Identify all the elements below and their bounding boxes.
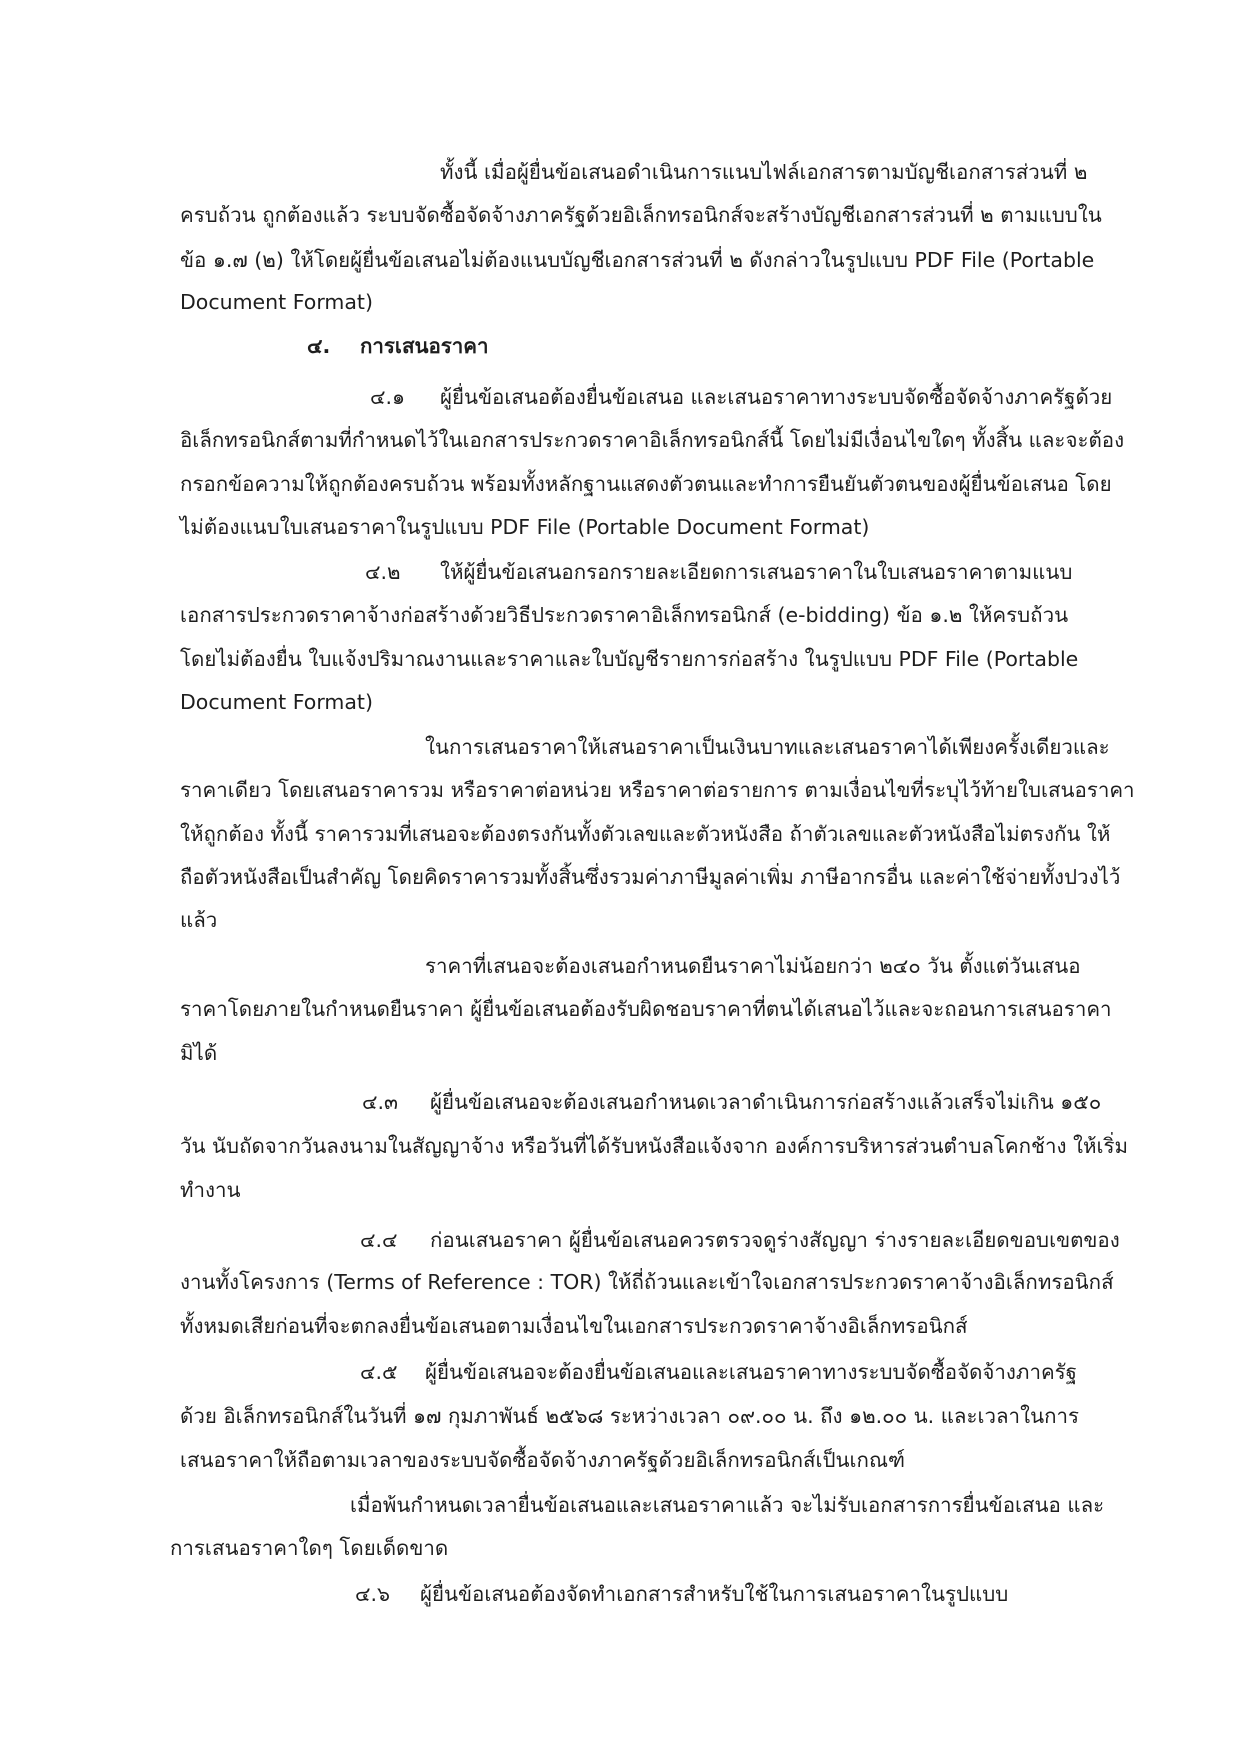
section-4-title: การเสนอราคา: [360, 334, 489, 358]
item-4-5-line-2: ด้วย อิเล็กทรอนิกส์ในวันที่ ๑๗ กุมภาพันธ์ ๒๕๖๘ ระหว่างเวลา ๐๙.๐๐ น. ถึง ๑๒.๐๐ น. และเวลาในการ: [180, 1404, 1080, 1428]
intro-line-3: ข้อ ๑.๗ (๒) ให้โดยผู้ยื่นข้อเสนอไม่ต้องแนบบัญชีเอกสารส่วนที่ ๒ ดังกล่าวในรูปแบบ PDF File (Portable: [180, 248, 1095, 272]
item-4-5-number: ๔.๕: [360, 1360, 398, 1384]
price-line-4: ถือตัวหนังสือเป็นสำคัญ โดยคิดราคารวมทั้งสิ้นซึ่งรวมค่าภาษีมูลค่าเพิ่ม ภาษีอากรอื่น และค่าใช้จ่ายทั้งปวงไว้: [180, 865, 1121, 889]
validity-line-2: ราคาโดยภายในกำหนดยืนราคา ผู้ยื่นข้อเสนอต้องรับผิดชอบราคาที่ตนได้เสนอไว้และจะถอนการเสนอราคา: [180, 997, 1112, 1021]
item-4-1-number: ๔.๑: [370, 385, 406, 409]
item-4-5-line-1: ผู้ยื่นข้อเสนอจะต้องยื่นข้อเสนอและเสนอราคาทางระบบจัดซื้อจัดจ้างภาครัฐ: [425, 1360, 1077, 1384]
intro-line-2: ครบถ้วน ถูกต้องแล้ว ระบบจัดซื้อจัดจ้างภาครัฐด้วยอิเล็กทรอนิกส์จะสร้างบัญชีเอกสารส่วนที่ ๒ ตามแบบใน: [180, 203, 1102, 227]
item-4-2-line-2: เอกสารประกวดราคาจ้างก่อสร้างด้วยวิธีประกวดราคาอิเล็กทรอนิกส์ (e-bidding) ข้อ ๑.๒ ให้ครบถ้วน: [180, 603, 1069, 627]
price-line-5: แล้ว: [180, 908, 218, 932]
item-4-1-line-3: กรอกข้อความให้ถูกต้องครบถ้วน พร้อมทั้งหลักฐานแสดงตัวตนและทำการยืนยันตัวตนของผู้ยื่นข้อเสนอ โดย: [180, 472, 1112, 496]
price-line-2: ราคาเดียว โดยเสนอราคารวม หรือราคาต่อหน่วย หรือราคาต่อรายการ ตามเงื่อนไขที่ระบุไว้ท้ายใบเสนอราคา: [180, 778, 1135, 802]
item-4-2-line-3: โดยไม่ต้องยื่น ใบแจ้งปริมาณงานและราคาและใบบัญชีรายการก่อสร้าง ในรูปแบบ PDF File (Portable: [180, 647, 1079, 671]
validity-line-1: ราคาที่เสนอจะต้องเสนอกำหนดยืนราคาไม่น้อยกว่า ๒๔๐ วัน ตั้งแต่วันเสนอ: [425, 954, 1081, 978]
price-line-1: ในการเสนอราคาให้เสนอราคาเป็นเงินบาทและเสนอราคาได้เพียงครั้งเดียวและ: [425, 735, 1110, 759]
item-4-1-line-4: ไม่ต้องแนบใบเสนอราคาในรูปแบบ PDF File (Portable Document Format): [180, 515, 870, 539]
intro-line-4: Document Format): [180, 290, 373, 314]
item-4-4-line-2: งานทั้งโครงการ (Terms of Reference : TOR) ให้ถี่ถ้วนและเข้าใจเอกสารประกวดราคาจ้างอิเล็กทรอนิกส์: [180, 1270, 1114, 1294]
item-4-3-number: ๔.๓: [362, 1090, 399, 1114]
validity-line-3: มิได้: [180, 1041, 218, 1065]
deadline-line-1: เมื่อพ้นกำหนดเวลายื่นข้อเสนอและเสนอราคาแล้ว จะไม่รับเอกสารการยื่นข้อเสนอ และ: [350, 1493, 1105, 1517]
item-4-3-line-1: ผู้ยื่นข้อเสนอจะต้องเสนอกำหนดเวลาดำเนินการก่อสร้างแล้วเสร็จไม่เกิน ๑๕๐: [430, 1090, 1102, 1114]
item-4-3-line-2: วัน นับถัดจากวันลงนามในสัญญาจ้าง หรือวันที่ได้รับหนังสือแจ้งจาก องค์การบริหารส่วนตำบลโคกช้าง ให้เริ่ม: [180, 1134, 1129, 1158]
item-4-6-number: ๔.๖: [355, 1582, 391, 1606]
item-4-4-line-1: ก่อนเสนอราคา ผู้ยื่นข้อเสนอควรตรวจดูร่างสัญญา ร่างรายละเอียดขอบเขตของ: [430, 1228, 1120, 1252]
item-4-1-line-1: ผู้ยื่นข้อเสนอต้องยื่นข้อเสนอ และเสนอราคาทางระบบจัดซื้อจัดจ้างภาครัฐด้วย: [440, 385, 1113, 409]
item-4-4-line-3: ทั้งหมดเสียก่อนที่จะตกลงยื่นข้อเสนอตามเงื่อนไขในเอกสารประกวดราคาจ้างอิเล็กทรอนิกส์: [180, 1314, 968, 1338]
item-4-2-line-1: ให้ผู้ยื่นข้อเสนอกรอกรายละเอียดการเสนอราคาในใบเสนอราคาตามแนบ: [440, 560, 1073, 584]
item-4-5-line-3: เสนอราคาให้ถือตามเวลาของระบบจัดซื้อจัดจ้างภาครัฐด้วยอิเล็กทรอนิกส์เป็นเกณฑ์: [180, 1448, 906, 1472]
item-4-2-number: ๔.๒: [365, 560, 401, 584]
item-4-4-number: ๔.๔: [360, 1228, 398, 1252]
item-4-6-line-1: ผู้ยื่นข้อเสนอต้องจัดทำเอกสารสำหรับใช้ในการเสนอราคาในรูปแบบ: [420, 1582, 1009, 1606]
item-4-3-line-3: ทำงาน: [180, 1178, 241, 1202]
intro-line-1: ทั้งนี้ เมื่อผู้ยื่นข้อเสนอดำเนินการแนบไฟล์เอกสารตามบัญชีเอกสารส่วนที่ ๒: [440, 160, 1088, 184]
deadline-line-2: การเสนอราคาใดๆ โดยเด็ดขาด: [170, 1536, 449, 1560]
item-4-2-line-4: Document Format): [180, 690, 373, 714]
item-4-1-line-2: อิเล็กทรอนิกส์ตามที่กำหนดไว้ในเอกสารประกวดราคาอิเล็กทรอนิกส์นี้ โดยไม่มีเงื่อนไขใดๆ ทั้งสิ้น และจะต้อง: [180, 428, 1125, 452]
section-4-number: ๔.: [307, 334, 331, 358]
price-line-3: ให้ถูกต้อง ทั้งนี้ ราคารวมที่เสนอจะต้องตรงกันทั้งตัวเลขและตัวหนังสือ ถ้าตัวเลขและตัวหนังสือไม่ตรงกัน ให้: [180, 822, 1111, 846]
